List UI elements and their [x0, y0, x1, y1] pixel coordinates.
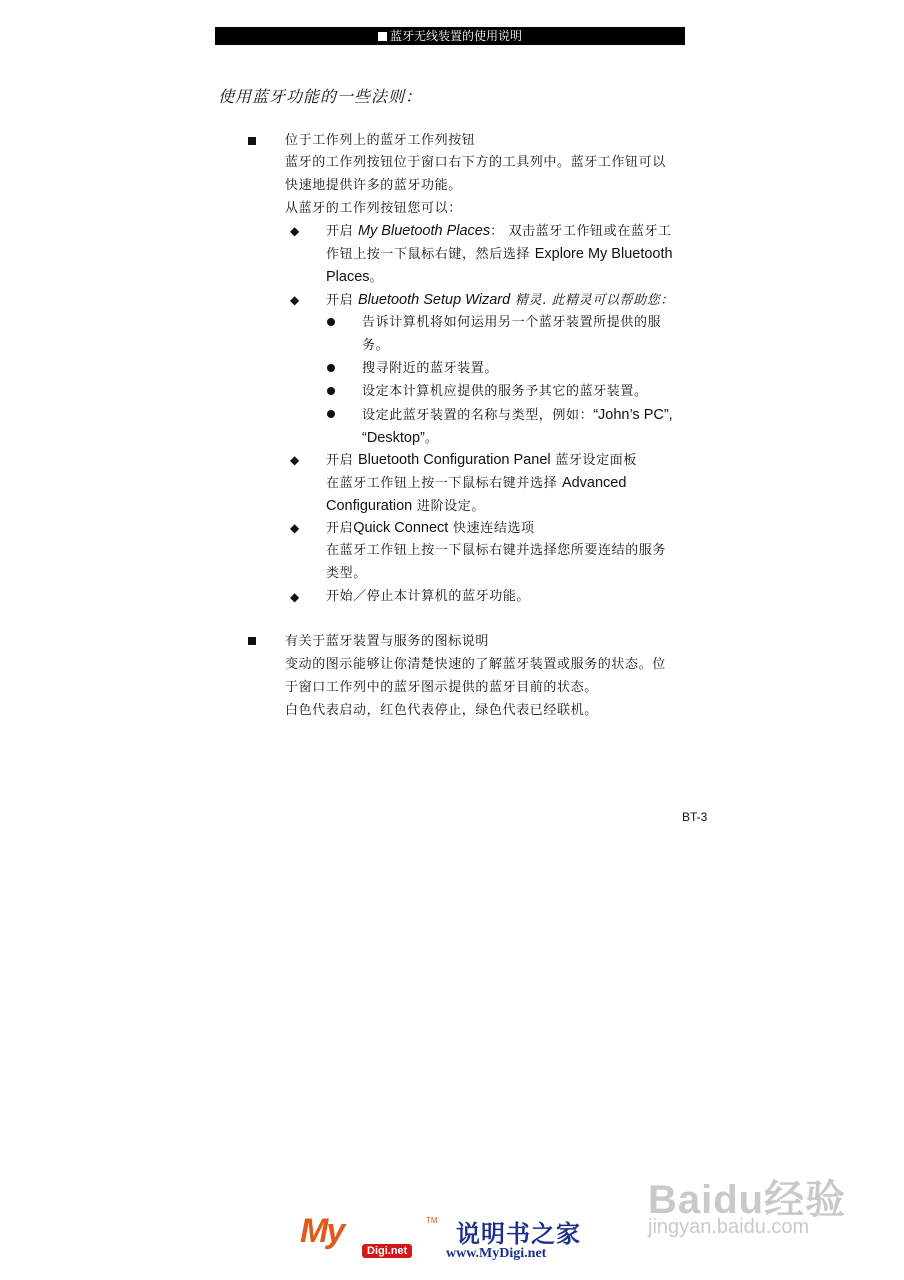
sub1-name: My Bluetooth Places	[357, 223, 491, 239]
logo-my-text: My	[300, 1212, 344, 1250]
item1-desc-line2: 快速地提供许多的蓝牙功能。	[285, 178, 462, 193]
sub2-suffix: 精灵. 此精灵可以帮助您：	[514, 293, 674, 308]
sub1-line3-end: 。	[369, 270, 384, 285]
sub5-text: 开始／停止本计算机的蓝牙功能。	[326, 589, 531, 604]
diamond-bullet-icon: ◆	[290, 224, 300, 238]
sub3-line3	[326, 496, 485, 517]
sub1-rest: ： 双击蓝牙工作钮或在蓝牙工	[490, 224, 672, 239]
sub3-line3-en: Configuration	[326, 498, 413, 514]
item1-heading: 位于工作列上的蓝牙工作列按钮	[285, 133, 476, 148]
header-title: 蓝牙无线装置的使用说明	[389, 29, 522, 43]
sub1-line3	[326, 267, 383, 288]
square-bullet-icon	[378, 32, 387, 41]
item2-line3: 白色代表启动，红色代表停止，绿色代表已经联机。	[285, 703, 598, 718]
diamond-bullet-icon: ◆	[290, 293, 300, 307]
sub1-line2	[326, 244, 673, 265]
sub2-line1	[326, 290, 674, 311]
sub2-point4-line1	[362, 405, 673, 426]
sub3-line2-cn: 在蓝牙工作钮上按一下鼠标右键并选择	[326, 476, 558, 491]
sub4-name: Quick Connect	[353, 520, 449, 536]
sub3-line2-en: Advanced	[561, 475, 627, 491]
sub3-suffix: 蓝牙设定面板	[555, 453, 637, 468]
sub4-line3: 类型。	[326, 566, 367, 581]
sub3-line3-cn: 进阶设定。	[416, 499, 485, 514]
dot-bullet-icon	[327, 387, 335, 395]
item2-line2: 于窗口工作列中的蓝牙图示提供的蓝牙目前的状态。	[285, 680, 598, 695]
sub4-line1	[326, 518, 535, 539]
sub3-line2	[326, 473, 626, 494]
item1-desc-line3: 从蓝牙的工作列按钮您可以：	[285, 201, 462, 216]
square-bullet-icon	[248, 137, 256, 145]
dot-bullet-icon	[327, 318, 335, 326]
sub1-line2-en: Explore My Bluetooth	[534, 246, 673, 262]
sub2-point1-line2: 务。	[362, 338, 390, 353]
sub4-line2: 在蓝牙工作钮上按一下鼠标右键并选择您所要连结的服务	[326, 543, 667, 558]
sub2-point4-line2-end: 。	[424, 431, 439, 446]
square-bullet-icon	[248, 637, 256, 645]
sub4-suffix: 快速连结选项	[453, 521, 535, 536]
item2-heading: 有关于蓝牙装置与服务的图标说明	[285, 634, 490, 649]
sub3-prefix: 开启	[326, 453, 354, 468]
sub2-point2: 搜寻附近的蓝牙装置。	[362, 361, 499, 376]
sub2-prefix: 开启	[326, 293, 354, 308]
sub2-point4-en: “John’s PC”,	[593, 407, 673, 423]
sub2-point4-cn: 设定此蓝牙装置的名称与类型，例如：	[362, 408, 594, 423]
header-bar	[215, 27, 685, 45]
logo-url-text: www.MyDigi.net	[446, 1246, 547, 1261]
sub2-point4-line2	[362, 428, 438, 449]
item2-line1: 变动的图示能够让你清楚快速的了解蓝牙装置或服务的状态。位	[285, 657, 666, 672]
watermark-brand: Baidu经验	[648, 1178, 847, 1222]
page-number: BT-3	[682, 810, 708, 824]
sub1-prefix: 开启	[326, 224, 354, 239]
mydigi-logo	[300, 1212, 620, 1268]
sub2-name: Bluetooth Setup Wizard	[357, 292, 511, 308]
sub2-point4-line2-en: “Desktop”	[362, 430, 425, 446]
sub2-point3: 设定本计算机应提供的服务予其它的蓝牙装置。	[362, 384, 648, 399]
sub1-line3-en: Places	[326, 269, 370, 285]
diamond-bullet-icon: ◆	[290, 521, 300, 535]
logo-digi-badge: Digi.net	[362, 1244, 412, 1258]
diamond-bullet-icon: ◆	[290, 453, 300, 467]
sub1-line1	[326, 221, 672, 242]
section-title: 使用蓝牙功能的一些法则：	[218, 87, 423, 106]
dot-bullet-icon	[327, 410, 335, 418]
logo-cn-text: 说明书之家	[456, 1220, 581, 1248]
diamond-bullet-icon: ◆	[290, 590, 300, 604]
baidu-watermark	[640, 1160, 850, 1250]
item1-desc-line1: 蓝牙的工作列按钮位于窗口右下方的工具列中。蓝牙工作钮可以	[285, 155, 666, 170]
logo-tm-text: TM	[426, 1216, 438, 1225]
dot-bullet-icon	[327, 364, 335, 372]
sub2-point1-line1: 告诉计算机将如何运用另一个蓝牙装置所提供的服	[362, 315, 662, 330]
sub4-prefix: 开启	[326, 521, 354, 536]
watermark-url: jingyan.baidu.com	[648, 1216, 810, 1238]
sub3-name: Bluetooth Configuration Panel	[357, 452, 551, 468]
sub1-line2-cn: 作钮上按一下鼠标右键，然后选择	[326, 247, 531, 262]
sub3-line1	[326, 450, 637, 471]
